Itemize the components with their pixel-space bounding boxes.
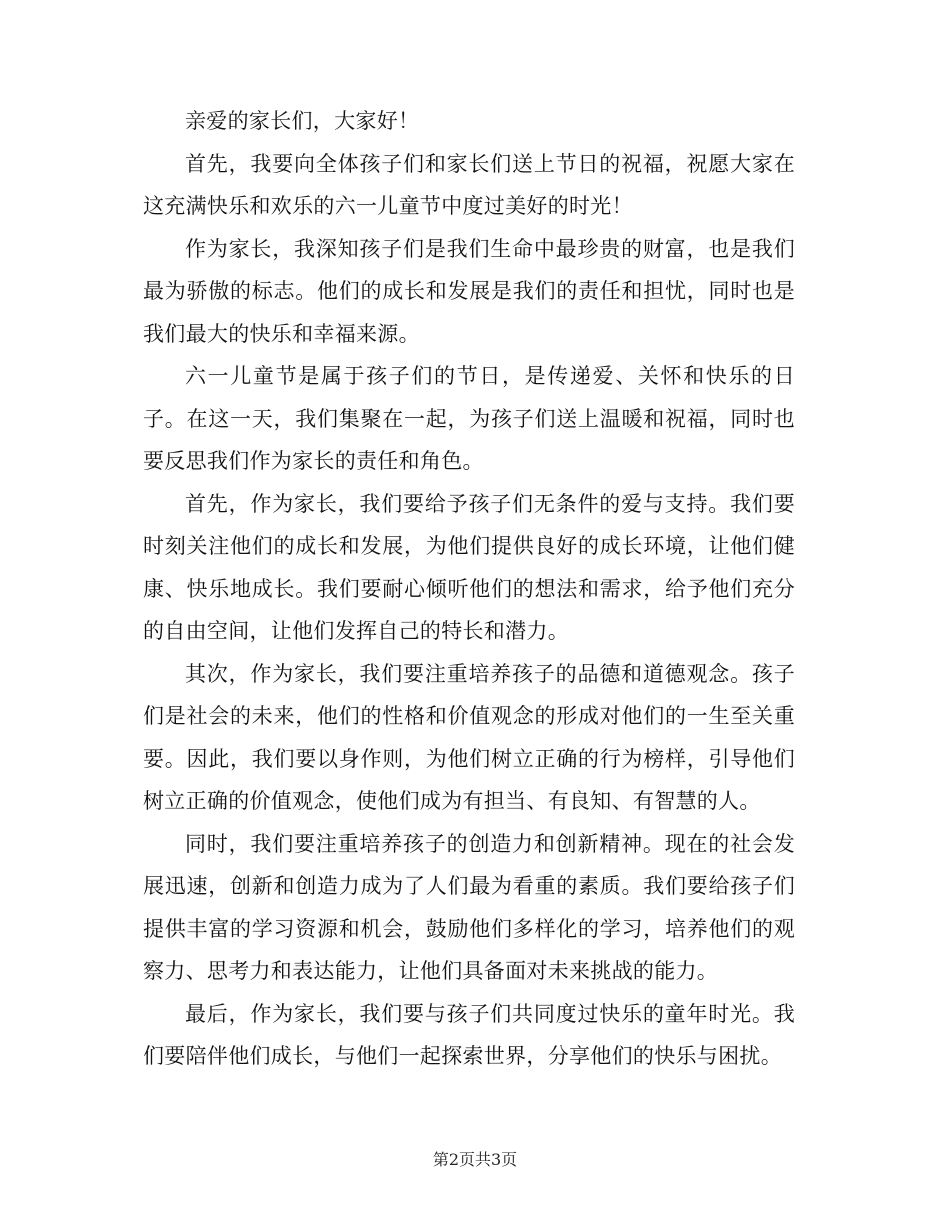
paragraph-childrens-day: 六一儿童节是属于孩子们的节日，是传递爱、关怀和快乐的日子。在这一天，我们集聚在一起，为孩子们送上温暖和祝福，同时也要反思我们作为家长的责任和角色。 [143,364,795,473]
paragraph-childhood-time: 最后，作为家长，我们要与孩子们共同度过快乐的童年时光。我们要陪伴他们成长，与他们一起探索世界，分享他们的快乐与困扰。 [143,1001,795,1068]
paragraph-love-support: 首先，作为家长，我们要给予孩子们无条件的爱与支持。我们要时刻关注他们的成长和发展，为他们提供良好的成长环境，让他们健康、快乐地成长。我们要耐心倾听他们的想法和需求，给予他们充分的自由空间，让他们发挥自己的特长和潜力。 [143,491,795,643]
paragraph-moral-values: 其次，作为家长，我们要注重培养孩子的品德和道德观念。孩子们是社会的未来，他们的性格和价值观念的形成对他们的一生至关重要。因此，我们要以身作则，为他们树立正确的行为榜样，引导他们树立正确的价值观念，使他们成为有担当、有良知、有智慧的人。 [143,661,795,813]
page-number-footer: 第2页共3页 [432,1150,518,1169]
paragraph-creativity: 同时，我们要注重培养孩子的创造力和创新精神。现在的社会发展迅速，创新和创造力成为了人们最为看重的素质。我们要给孩子们提供丰富的学习资源和机会，鼓励他们多样化的学习，培养他们的观察力、思考力和表达能力，让他们具备面对未来挑战的能力。 [143,831,795,983]
document-body [143,100,795,1078]
paragraph-parents-role: 作为家长，我深知孩子们是我们生命中最珍贵的财富，也是我们最为骄傲的标志。他们的成长和发展是我们的责任和担忧，同时也是我们最大的快乐和幸福来源。 [143,236,795,346]
paragraph-greeting: 亲爱的家长们，大家好！ [185,109,420,133]
paragraph-blessing: 首先，我要向全体孩子们和家长们送上节日的祝福，祝愿大家在这充满快乐和欢乐的六一儿童节中度过美好的时光！ [143,151,795,218]
